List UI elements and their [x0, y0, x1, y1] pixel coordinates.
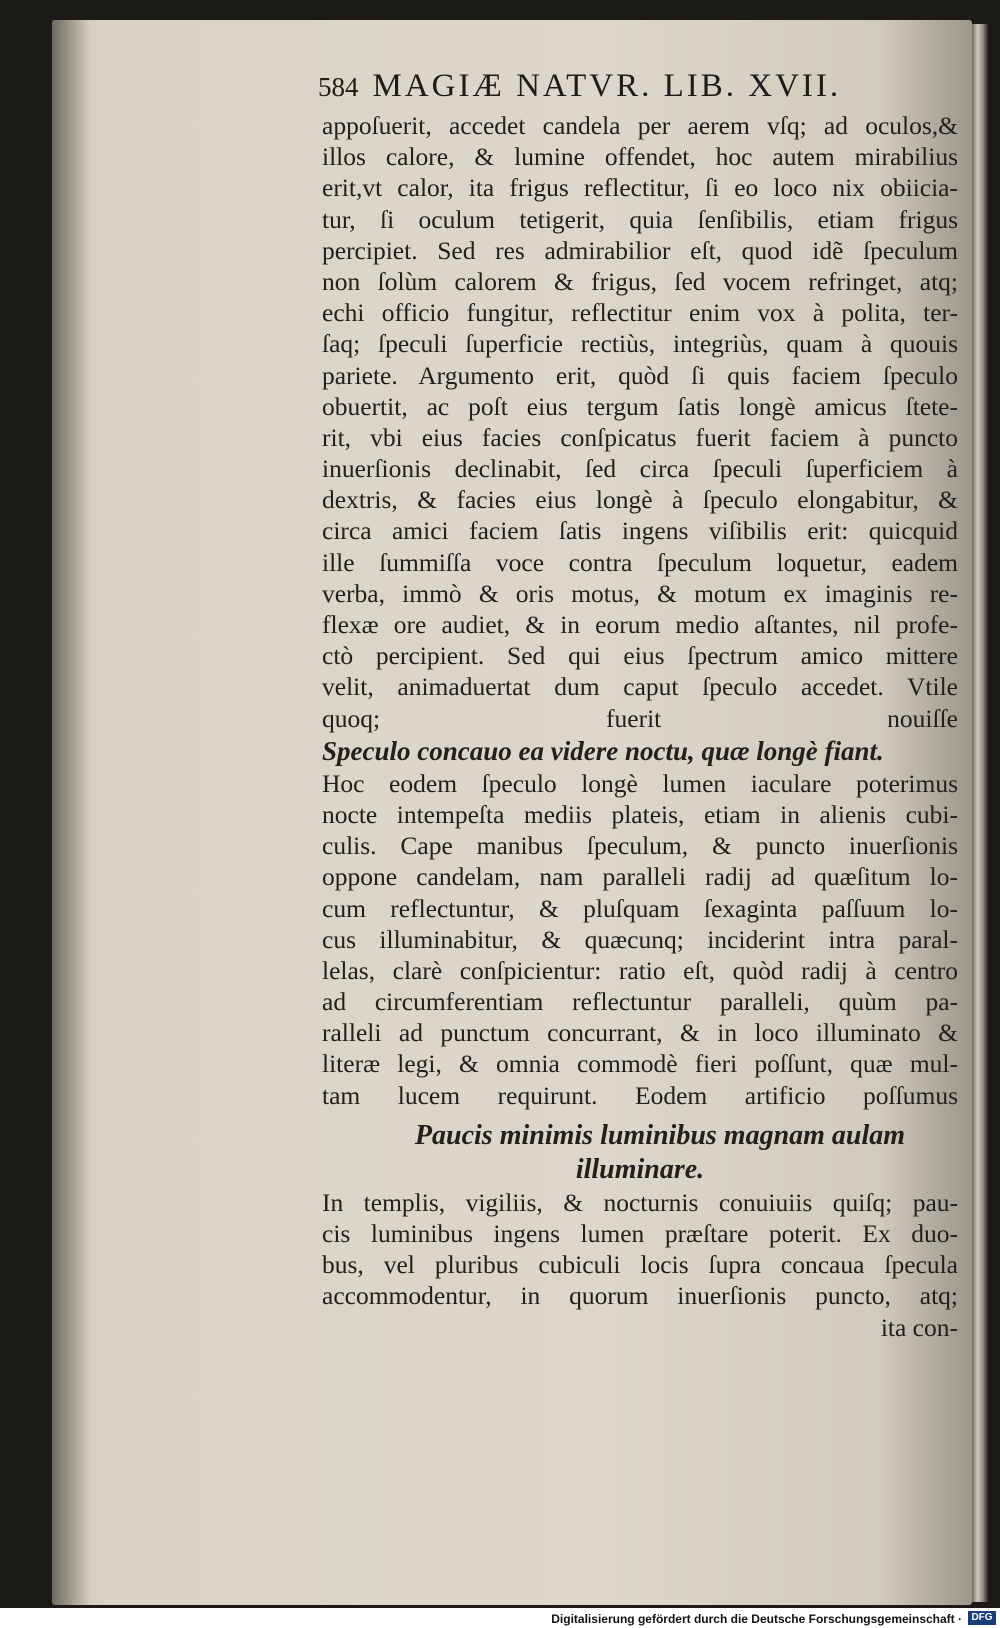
text-line: pariete. Argumento erit, quòd ſi quis faciem ſpeculo [322, 360, 958, 390]
text-line: accommodentur, in quorum inuerſionis puncto, atq; [322, 1281, 958, 1311]
text-line: verba, immò & oris motus, & motum ex imaginis re- [322, 578, 958, 608]
text-line: oppone candelam, nam paralleli radij ad quæſitum lo- [322, 862, 958, 892]
text-line: In templis, vigiliis, & nocturnis conuiuiis quiſq; pau- [322, 1187, 958, 1217]
text-line: flexæ ore audiet, & in eorum medio aſtantes, nil profe- [322, 610, 958, 639]
text-line: quoq; fuerit nouiſſe [322, 703, 958, 733]
text-line: culis. Cape manibus ſpeculum, & puncto inuerſionis [322, 831, 958, 861]
text-line: tur, ſi oculum tetigerit, quia ſenſibilis, etiam frigus [322, 204, 958, 234]
text-line: circa amici faciem ſatis ingens viſibilis erit: quicquid [322, 516, 958, 546]
text-line: illos calore, & lumine offendet, hoc autem mirabilius [322, 142, 958, 172]
text-line: echi officio fungitur, reflectitur enim vox à polita, ter- [322, 298, 958, 328]
text-line: non ſolùm calorem & frigus, ſed vocem refringet, atq; [322, 266, 958, 296]
text-line: velit, animaduertat dum caput ſpeculo accedet. Vtile [322, 672, 958, 702]
text-line: tam lucem requirunt. Eodem artificio poſſumus [322, 1080, 958, 1110]
text-line: bus, vel pluribus cubiculi locis ſupra concaua ſpecula [322, 1250, 958, 1280]
page-edge [972, 24, 988, 1602]
catchword: ita con- [880, 1312, 958, 1342]
text-line: inuerſionis declinabit, ſed circa ſpeculi ſuperficiem à [322, 454, 958, 484]
text-line: lelas, clarè conſpicientur: ratio eſt, quòd radij à centro [322, 955, 958, 985]
text-line: appoſuerit, accedet candela per aerem vſq; ad oculos,& [322, 111, 958, 140]
funding-notice: Digitalisierung gefördert durch die Deutsche Forschungsgemeinschaft · [551, 1612, 962, 1626]
text-line: rit, vbi eius facies conſpicatus fuerit faciem à puncto [322, 422, 958, 452]
text-line: ralleli ad punctum concurrant, & in loco illuminato & [322, 1018, 958, 1048]
text-line: nocte intempeſta mediis plateis, etiam in alienis cubi- [322, 799, 958, 829]
paragraph-1 [322, 110, 958, 734]
text-line: ctò percipient. Sed qui eius ſpectrum amico mittere [322, 641, 958, 671]
dfg-logo: DFG [968, 1611, 996, 1625]
text-line: dextris, & facies eius longè à ſpeculo elongabitur, & [322, 485, 958, 515]
text-line: ad circumferentiam reflectuntur paralleli, quùm pa- [322, 987, 958, 1017]
text-line: percipiet. Sed res admirabilior eſt, quod idẽ ſpeculum [322, 235, 958, 265]
section-heading-1: Speculo concauo ea videre noctu, quæ longè fiant. [322, 735, 884, 766]
text-line: obuertit, ac poſt eius tergum ſatis longè amicus ſtete- [322, 391, 958, 421]
paragraph-3 [322, 1187, 958, 1312]
text-line: cus illuminabitur, & quæcunq; inciderint intra paral- [322, 924, 958, 954]
section-heading-2-line-2: illuminare. [575, 1153, 705, 1185]
text-line: ille ſummiſſa voce contra ſpeculum loquetur, eadem [322, 547, 958, 577]
text-line: literæ legi, & omnia commodè fieri poſſunt, quæ mul- [322, 1049, 958, 1079]
running-head [318, 68, 878, 112]
page-number: 584 [318, 72, 359, 102]
running-title: MAGIÆ NATVR. LIB. XVII. [372, 68, 842, 104]
section-heading-2-line-1: Paucis minimis luminibus magnam aulam [414, 1119, 906, 1151]
text-line: Hoc eodem ſpeculo longè lumen iaculare poterimus [322, 768, 958, 798]
text-line: cis luminibus ingens lumen præſtare poterit. Ex duo- [322, 1219, 958, 1248]
paragraph-2 [322, 768, 958, 1111]
text-line: erit,vt calor, ita frigus reflectitur, ſi eo loco nix obiicia- [322, 173, 958, 203]
text-block [322, 110, 958, 1343]
text-line: ſaq; ſpeculi ſuperficie rectiùs, integriùs, quam à quouis [322, 329, 958, 359]
gutter-shadow [52, 20, 90, 1605]
text-line: cum reflectuntur, & pluſquam ſexaginta paſſuum lo- [322, 893, 958, 923]
